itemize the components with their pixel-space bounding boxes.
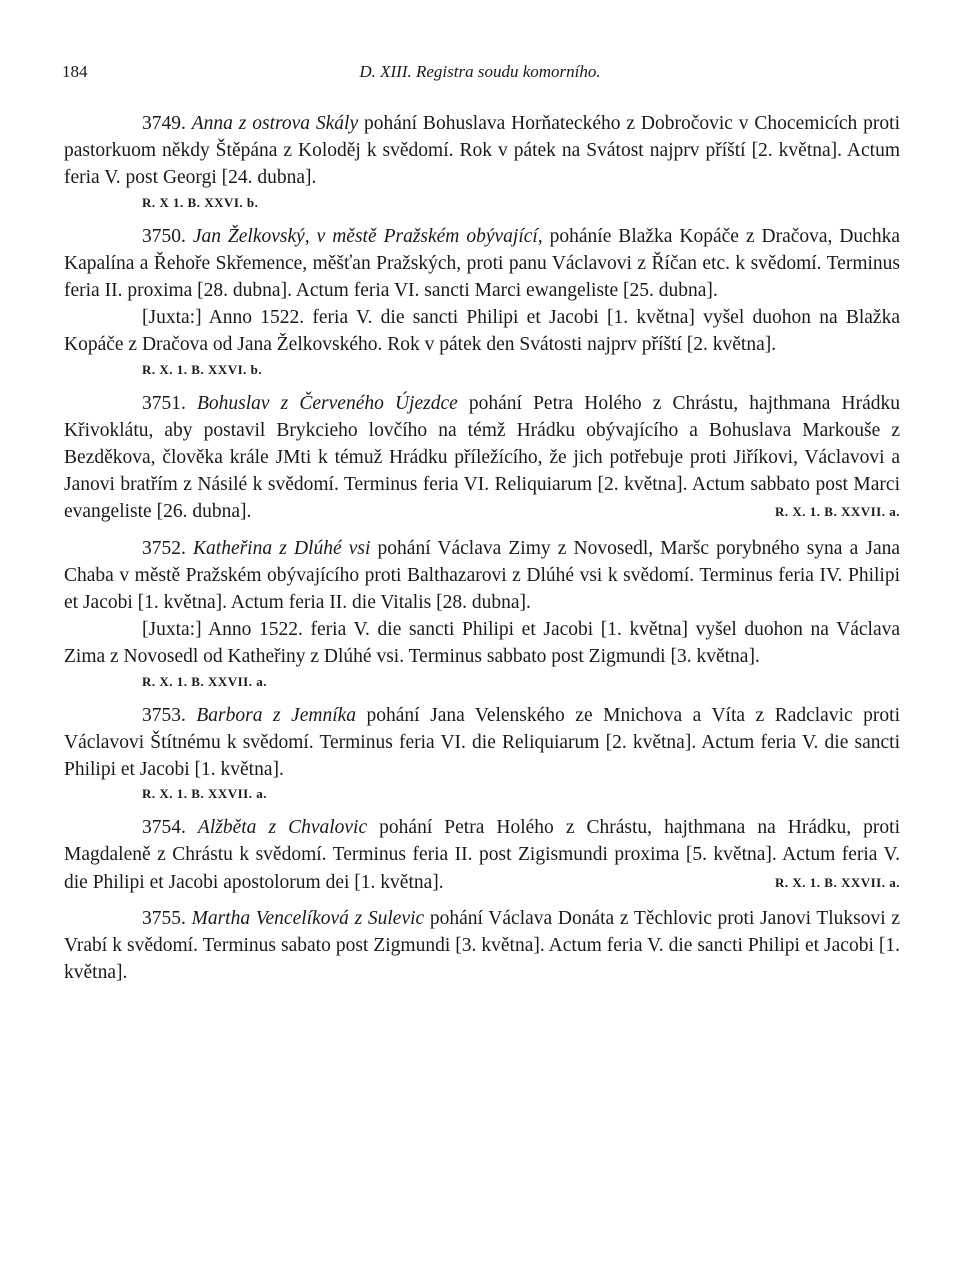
entry-paragraph [64, 535, 900, 617]
entry-3755 [64, 905, 900, 987]
entry-3753 [64, 702, 900, 806]
entry-3754 [64, 814, 900, 896]
entry-name: Alžběta z Chvalovic [197, 817, 368, 839]
entry-text: pohání Petra Holého z Chrástu, hajthmana na Hrádku, proti Magdaleně z Chrástu k svědomí. Terminus feria II. post Zigismundi proxima [5. května]. Actum feria V. die Philipi et Jacobi apostolorum dei [1. května]. [64, 817, 901, 893]
archival-reference: R. X. 1. B. XXVII. a. [775, 504, 900, 520]
page-header [62, 62, 898, 88]
entry-number: 3749. [142, 113, 186, 134]
entry-name: Martha Vencelíková z Sulevic [191, 907, 425, 929]
entry-number: 3755. [142, 907, 186, 929]
archival-reference: R. X 1. B. XXVI. b. [142, 194, 259, 210]
archival-reference: R. X. 1. B. XXVI. b. [142, 361, 263, 377]
archival-reference: R. X. 1. B. XXVII. a. [142, 673, 267, 689]
entry-3749 [64, 110, 900, 214]
entry-number: 3751. [142, 392, 186, 414]
entry-juxta-note: [Juxta:] Anno 1522. feria V. die sancti Philipi et Jacobi [1. května] vyšel duohon na Blažka Kopáče z Dračova od Jana Želkovského. Rok v pátek den Svátosti najprv příští [2. května]. [64, 307, 900, 356]
entry-number: 3753. [142, 704, 186, 726]
entry-paragraph [64, 702, 900, 784]
page-number: 184 [62, 62, 88, 81]
entry-paragraph [64, 223, 900, 305]
archival-reference: R. X. 1. B. XXVII. a. [142, 786, 267, 802]
entry-name: Bohuslav z Červeného Újezdce [197, 392, 458, 414]
entry-text: pohání Jana Velenského ze Mnichova a Víta z Radclavic proti Václavovi Štítnému k svědomí. Terminus feria VI. die Reliquiarum [2. května]. Actum feria V. die sancti Philipi et Jacobi [1. května]. [64, 704, 900, 781]
entry-3752 [64, 535, 900, 693]
entry-text: pohání Bohuslava Horňateckého z Dobročovic v Chocemicích proti pastorkuom někdy Štěpána z Koloděj k svědomí. Rok v pátek na Svátost najprv příští [2. května]. Actum feria V. post Georgi [24. dubna]. [64, 113, 900, 189]
entry-paragraph [64, 814, 900, 896]
entry-3750 [64, 223, 900, 381]
archival-reference: R. X. 1. B. XXVII. a. [775, 874, 900, 890]
entry-text: pohání Václava Donáta z Těchlovic proti Janovi Tluksovi z Vrabí k svědomí. Terminus sabato post Zigmundi [3. května]. Actum feria V. die sancti Philipi et Jacobi [1. května]. [64, 907, 901, 984]
entry-paragraph [64, 110, 900, 192]
entry-juxta-note: [Juxta:] Anno 1522. feria V. die sancti Philipi et Jacobi [1. května] vyšel duohon na Václava Zima z Novosedl od Katheřiny z Dlúhé vsi. Terminus sabbato post Zigmundi [3. května]. [64, 619, 900, 668]
entry-name: Barbora z Jemníka [196, 704, 357, 726]
entry-paragraph [64, 390, 900, 526]
entry-text: poháníe Blažka Kopáče z Dračova, Duchka Kapalína a Řehoře Skřemence, měšťan Pražských, proti panu Václavovi z Říčan etc. k svědomí. Terminus feria II. proxima [28. dubna]. Actum feria VI. sancti Marci ewangeliste [25. dubna]. [64, 225, 900, 302]
entry-number: 3754. [142, 817, 186, 839]
entry-3751 [64, 390, 900, 526]
entry-name: Anna z ostrova Skály [191, 113, 359, 134]
entry-paragraph [64, 905, 900, 987]
entry-text: pohání Václava Zimy z Novosedl, Maršc porybného syna a Jana Chaba v městě Pražském obývajícího proti Balthazarovi z Dlúhé vsi k svědomí. Terminus feria IV. Philipi et Jacobi [1. května]. Actum feria II. die Vitalis [28. dubna]. [64, 537, 901, 614]
entry-text: pohání Petra Holého z Chrástu, hajthmana Hrádku Křivoklátu, aby postavil Brykcieho lovčího na témž Hrádku obývajícího a Bohuslava Markouše z Bezděkova, člověka krále JMti k témuž Hrádku příležícího, že jich potřebuje proti Jiříkovi, Václavovi a Janovi bratřím z Násilé k svědomí. Terminus feria VI. Reliquiarum [2. května]. Actum sabbato post Marci evangeliste [26. dubna]. [64, 392, 901, 523]
document-body [64, 110, 900, 995]
entry-number: 3750. [142, 225, 186, 247]
running-title: D. XIII. Registra soudu komorního. [359, 62, 601, 81]
entry-name: Katheřina z Dlúhé vsi [193, 537, 371, 559]
entry-name: Jan Želkovský, v městě Pražském obývající, [192, 225, 543, 247]
entry-number: 3752. [142, 537, 186, 559]
